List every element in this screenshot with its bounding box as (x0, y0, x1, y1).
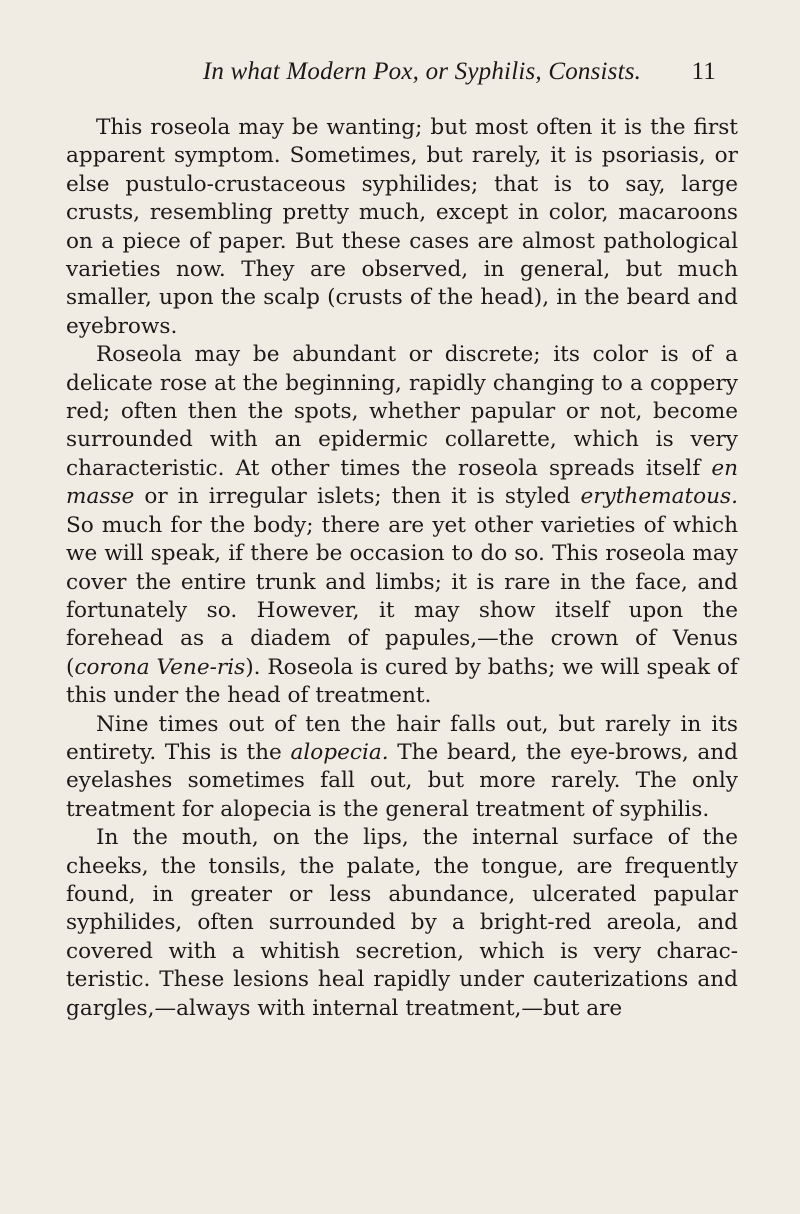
paragraph (66, 711, 738, 825)
text-run: This roseola may be wanting; but most often it is the first apparent symptom. Sometimes, but rarely, it is psoriasis, or else pustulo-crustaceous syphilides; that is to say, large crusts, resembling pretty much, except in color, macaroons on a piece of paper. But these cases are almost pathological varieties now. They are observed, in general, but much smaller, upon the scalp (crusts of the head), in the beard and eyebrows. (66, 115, 738, 339)
text-run: or in irregular islets; then it is styled (134, 484, 581, 510)
italic-run: alopecia. (290, 739, 389, 765)
text-run: Roseola may be abundant or discrete; its color is of a delicate rose at the beginning, rapidly changing to a coppery red; often then the spots, whether papular or not, become surrounded with an epidermic collarette, which is very characteristic. At other times the roseola spreads itself (66, 342, 738, 481)
text-run: The beard, the eye-brows, and eyelashes sometimes fall out, but more rarely. The only treatment for alopecia is the general treatment of syphilis. (66, 739, 738, 822)
running-head (66, 58, 738, 96)
text-run: Nine times out of ten the hair falls out, but rarely in its entirety. This is the (66, 711, 738, 765)
page-number: 11 (691, 58, 716, 85)
text-run: In the mouth, on the lips, the internal surface of the cheeks, the tonsils, the palate, the tongue, are frequently found, in greater or less abundance, ulcerated papular syphilides, often surrounded by a bright-red areola, and covered with a whitish secretion, which is very charac-teristic. These lesions heal rapidly under cauterizations and gargles,—always with internal treatment,—but are (66, 825, 738, 1021)
paragraph (66, 114, 738, 341)
italic-run: erythematous. (580, 484, 738, 510)
running-title: In what Modern Pox, or Syphilis, Consists. (202, 58, 642, 85)
text-run: ). Roseola is cured by baths; we will speak of this under the head of treatment. (66, 654, 738, 709)
italic-run: corona Vene-ris (74, 654, 246, 680)
body-text (66, 114, 738, 1023)
paragraph (66, 341, 738, 710)
paragraph (66, 824, 738, 1023)
italic-run: en masse (66, 455, 738, 510)
text-run: So much for the body; there are yet other varieties of which we will speak, if there be occasion to do so. This roseola may cover the entire trunk and limbs; it is rare in the face, and fortunately so. However, it may show itself upon the forehead as a diadem of papules,—the crown of Venus ( (66, 512, 738, 680)
